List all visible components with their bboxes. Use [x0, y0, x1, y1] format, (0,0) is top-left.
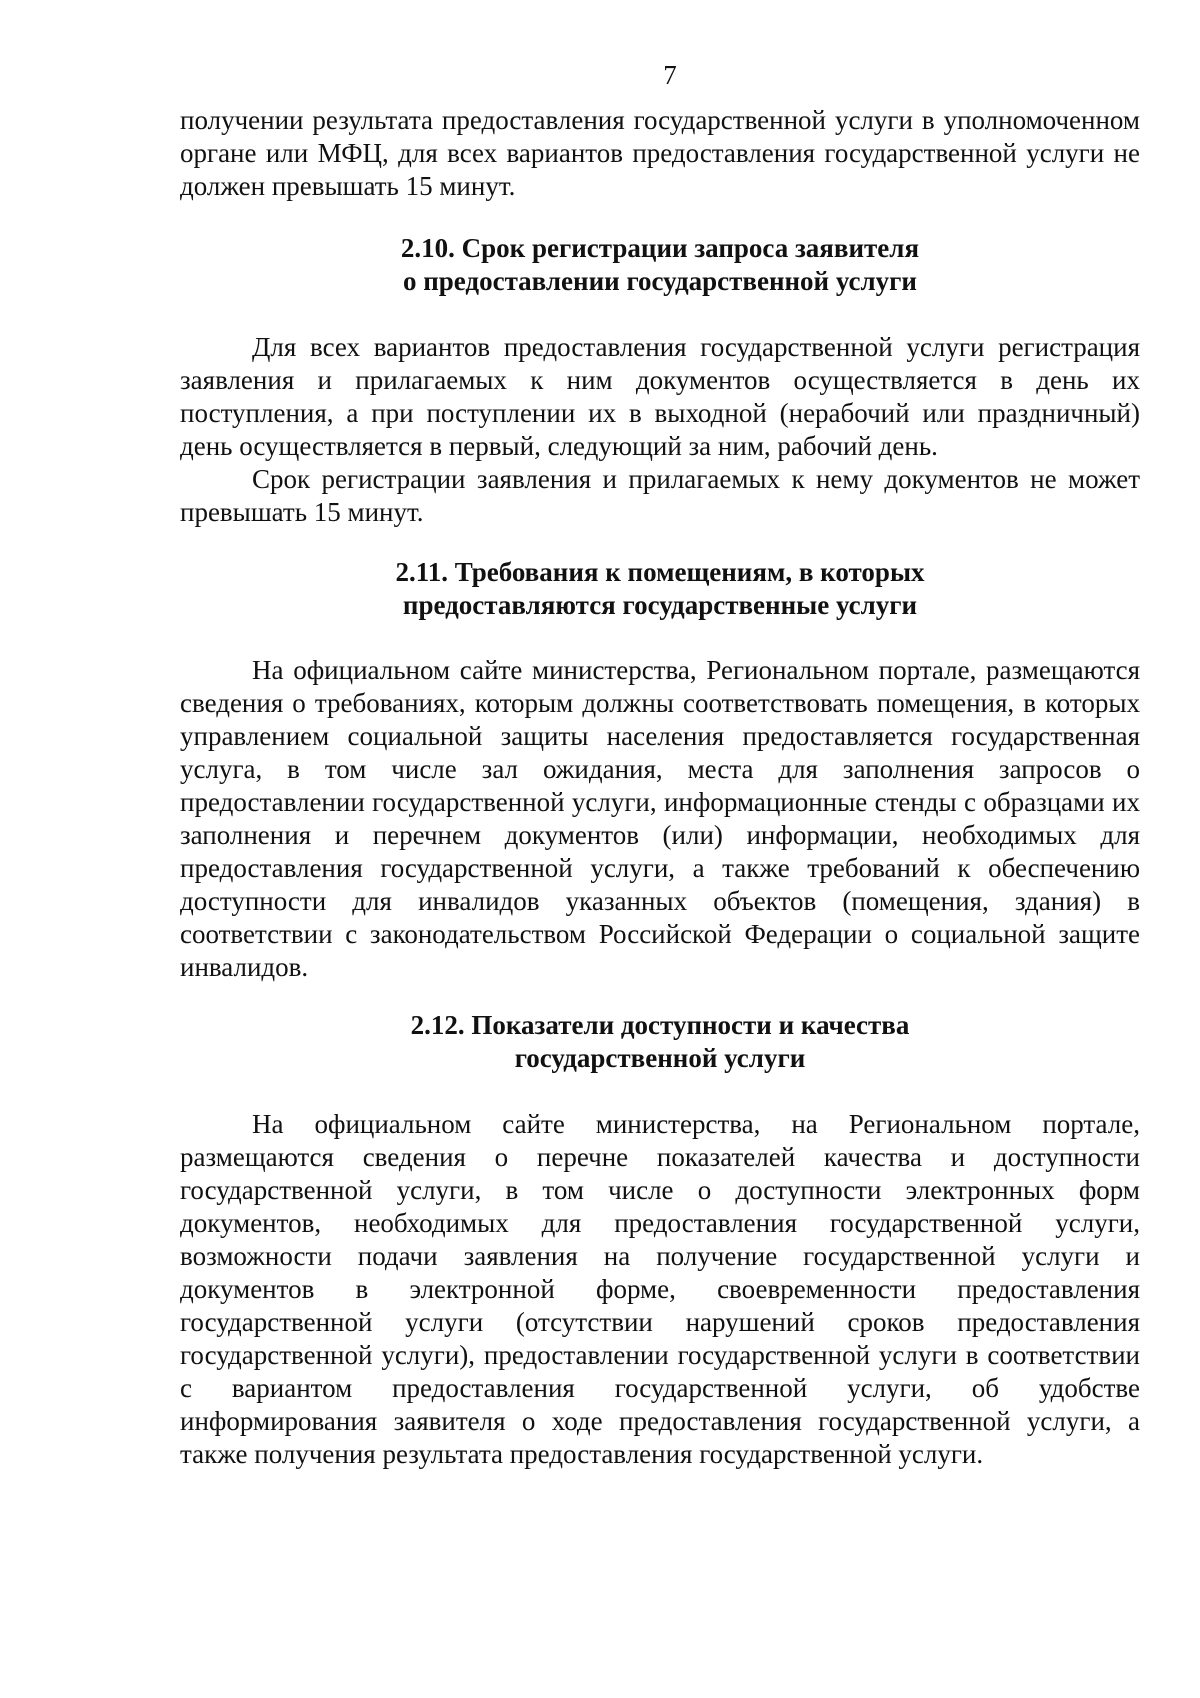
section-2-10-body [180, 331, 1140, 529]
section-2-10-paragraph-1: Для всех вариантов предоставления государственной услуги регистрация заявления и прилагаемых к ним документов осуществляется в день их поступления, а при поступлении их в выходной (нерабочий или праздничный) день осуществляется в первый, следующий за ним, рабочий день. [180, 332, 1140, 461]
section-2-10-heading [180, 232, 1140, 298]
section-2-12-body [180, 1108, 1140, 1471]
section-2-10-paragraph-2: Срок регистрации заявления и прилагаемых к нему документов не может превышать 15 минут. [180, 464, 1140, 527]
section-2-11-body [180, 654, 1140, 984]
section-2-12-heading-line2: государственной услуги [514, 1043, 806, 1073]
section-2-11-heading-line2: предоставляются государственные услуги [402, 590, 918, 620]
section-2-12-paragraph-1: На официальном сайте министерства, на Региональном портале, размещаются сведения о перечне показателей качества и доступности государственной услуги, в том числе о доступности электронных форм документов, необходимых для предоставления государственной услуги, возможности подачи заявления на получение государственной услуги и документов в электронной форме, своевременности предоставления государственной услуги (отсутствии нарушений сроков предоставления государственной услуги), предоставлении государственной услуги в соответствии с вариантом предоставления государственной услуги, об удобстве информирования заявителя о ходе предоставления государственной услуги, а также получения результата предоставления государственной услуги. [180, 1109, 1140, 1469]
section-2-10-heading-line2: о предоставлении государственной услуги [402, 266, 917, 296]
section-2-12-heading-line1: 2.12. Показатели доступности и качества [410, 1010, 910, 1040]
page-number: 7 [663, 60, 677, 90]
intro-paragraph: получении результата предоставления государственной услуги в уполномоченном органе или МФЦ, для всех вариантов предоставления государственной услуги не должен превышать 15 минут. [180, 105, 1140, 201]
intro-paragraph-block [180, 104, 1140, 203]
section-2-10-heading-line1: 2.10. Срок регистрации запроса заявителя [400, 233, 920, 263]
section-2-12-heading [180, 1009, 1140, 1075]
section-2-11-heading-line1: 2.11. Требования к помещениям, в которых [395, 557, 925, 587]
section-2-11-paragraph-1: На официальном сайте министерства, Региональном портале, размещаются сведения о требованиях, которым должны соответствовать помещения, в которых управлением социальной защиты населения предоставляется государственная услуга, в том числе зал ожидания, места для заполнения запросов о предоставлении государственной услуги, информационные стенды с образцами их заполнения и перечнем документов (или) информации, необходимых для предоставления государственной услуги, а также требований к обеспечению доступности для инвалидов указанных объектов (помещения, здания) в соответствии с законодательством Российской Федерации о социальной защите инвалидов. [180, 655, 1140, 982]
section-2-11-heading [180, 556, 1140, 622]
